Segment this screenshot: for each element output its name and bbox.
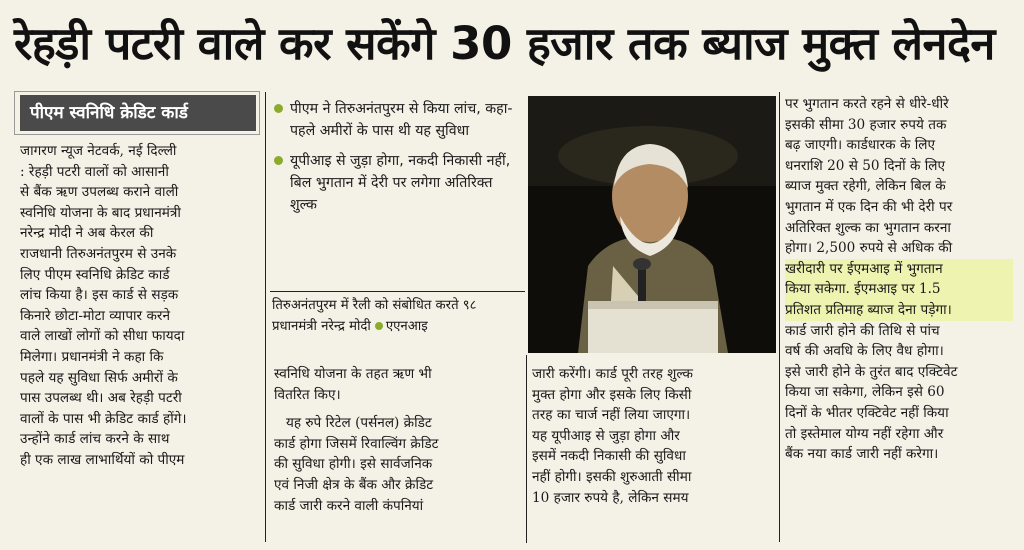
highlights [272, 98, 522, 224]
headline: रेहड़ी पटरी वाले कर सकेंगे 30 हजार तक ब्याज मुक्त लेनदेन [14, 17, 995, 70]
text-line: यह यूपीआइ से जुड़ा होगा और [532, 427, 680, 444]
highlighted-text-line: खरीदारी पर ईएमआइ में भुगतान [785, 259, 1013, 280]
caption-divider [270, 291, 525, 292]
text-line: मिलेगा। प्रधानमंत्री ने कहा कि [20, 348, 164, 365]
highlight-item [272, 150, 522, 216]
text-line: से बैंक ऋण उपलब्ध कराने वाली [20, 184, 179, 201]
column-divider [526, 355, 527, 543]
text-line: किया जा सकेगा, लेकिन इसे 60 [785, 384, 945, 401]
text-line: पर भुगतान करते रहने से धीरे-धीरे [785, 96, 949, 112]
text-line: कार्ड होगा जिसमें रिवाल्विंग क्रेडिट [274, 435, 439, 452]
text-line: तरह का चार्ज नहीं लिया जाएगा। [532, 407, 691, 424]
text-line: ब्याज मुक्त रहेगी, लेकिन बिल के [785, 178, 946, 195]
text-line: नरेन्द्र मोदी ने अब केरल की [20, 225, 154, 242]
text-line: : रेहड़ी पटरी वालों को आसानी [20, 163, 169, 180]
text-line: पहले यह सुविधा सिर्फ अमीरों के [20, 369, 178, 386]
text-line: किनारे छोटा-मोटा व्यापार करने [20, 307, 170, 324]
photo-caption: तिरुअनंतपुरम में रैली को संबोधित करते ९८ प्रधानमंत्री नरेन्द्र मोदी एएनआइ [272, 298, 477, 334]
text-line: कार्ड जारी होने की तिथि से पांच [785, 322, 940, 339]
text-line: ही एक लाख लाभार्थियों को पीएम [20, 451, 185, 468]
section-label: पीएम स्वनिधि क्रेडिट कार्ड [20, 95, 256, 131]
text-line: स्वनिधि योजना के बाद प्रधानमंत्री [20, 204, 181, 221]
article-column-4 [785, 94, 1013, 465]
text-line: लिए पीएम स्वनिधि क्रेडिट कार्ड [20, 266, 170, 283]
text-line: वालों के पास भी क्रेडिट कार्ड होंगे। [20, 410, 187, 427]
text-line: उन्होंने कार्ड लांच करने के साथ [20, 431, 170, 448]
column-divider [265, 92, 266, 542]
credit-bullet-icon [375, 322, 383, 330]
text-line: जारी करेंगी। कार्ड पूरी तरह शुल्क [532, 366, 693, 382]
column-divider [779, 92, 780, 542]
text-line: पास उपलब्ध थी। अब रेहड़ी पटरी [20, 390, 182, 407]
text-line: अतिरिक्त शुल्क का भुगतान करना [785, 219, 951, 236]
article-column-3 [532, 364, 774, 508]
article-column-2 [274, 364, 522, 516]
caption-line: तिरुअनंतपुरम में रैली को संबोधित करते [272, 298, 459, 313]
photo-credit: एएनआइ [385, 319, 428, 334]
text-line: दिनों के भीतर एक्टिवेट नहीं किया [785, 404, 949, 421]
highlight-item [272, 98, 522, 142]
text-line: तो इस्तेमाल योग्य नहीं रहेगा और [785, 425, 944, 442]
bullet-icon [274, 156, 283, 165]
text-line: 10 हजार रुपये है, लेकिन समय [532, 489, 689, 506]
text-line: बढ़ जाएगी। कार्डधारक के लिए [785, 137, 935, 154]
news-photo [528, 96, 776, 353]
text-line: बैंक नया कार्ड जारी नहीं करेगा। [785, 446, 939, 463]
text-line: स्वनिधि योजना के तहत ऋण भी [274, 366, 432, 382]
highlighted-text-line: किया सकेगा. ईएमआइ पर 1.5 [785, 279, 1013, 300]
text-line: की सुविधा होगी। इसे सार्वजनिक [274, 456, 433, 473]
text-line: इसकी सीमा 30 हजार रुपये तक [785, 116, 947, 133]
text-line: इसमें नकदी निकासी की सुविधा [532, 448, 686, 465]
highlight-text: पीएम ने तिरुअनंतपुरम से किया लांच, कहा- पहले अमीरों के पास थी यह सुविधा [290, 101, 513, 139]
speaker-photo-icon [528, 96, 776, 353]
text-line: एवं निजी क्षेत्र के बैंक और क्रेडिट [274, 476, 434, 493]
text-line: वितरित किए। [274, 386, 341, 403]
text-line: धनराशि 20 से 50 दिनों के लिए [785, 157, 945, 174]
text-line: होगा। 2,500 रुपये से अधिक की [785, 240, 953, 257]
text-line: कार्ड जारी करने वाली कंपनियां [274, 497, 424, 514]
text-line: जागरण न्यूज नेटवर्क, नई दिल्ली [20, 143, 177, 159]
article-column-1 [20, 141, 252, 471]
text-line: भुगतान में एक दिन की भी देरी पर [785, 198, 953, 215]
text-line: इसे जारी होने के तुरंत बाद एक्टिवेट [785, 363, 958, 380]
text-line: यह रुपे रिटेल (पर्सनल) क्रेडिट [286, 415, 432, 432]
highlighted-text-line: प्रतिशत प्रतिमाह ब्याज देना पड़ेगा। [785, 300, 1013, 321]
bullet-icon [274, 104, 283, 113]
text-line: मुक्त होगा और इसके लिए किसी [532, 386, 692, 403]
text-line: लांच किया है। इस कार्ड से सड़क [20, 287, 179, 304]
caption-line: प्रधानमंत्री नरेन्द्र मोदी [272, 319, 371, 334]
text-line: वर्ष की अवधि के लिए वैध होगा। [785, 343, 944, 360]
text-line: वाले लाखों लोगों को सीधा फायदा [20, 328, 185, 345]
highlight-text: यूपीआइ से जुड़ा होगा, नकदी निकासी नहीं, बिल भुगतान में देरी पर लगेगा अतिरिक्त शुल्क [290, 153, 511, 213]
text-line: राजधानी तिरुअनंतपुरम से उनके [20, 245, 177, 262]
text-line: नहीं होगी। इसकी शुरुआती सीमा [532, 468, 692, 485]
